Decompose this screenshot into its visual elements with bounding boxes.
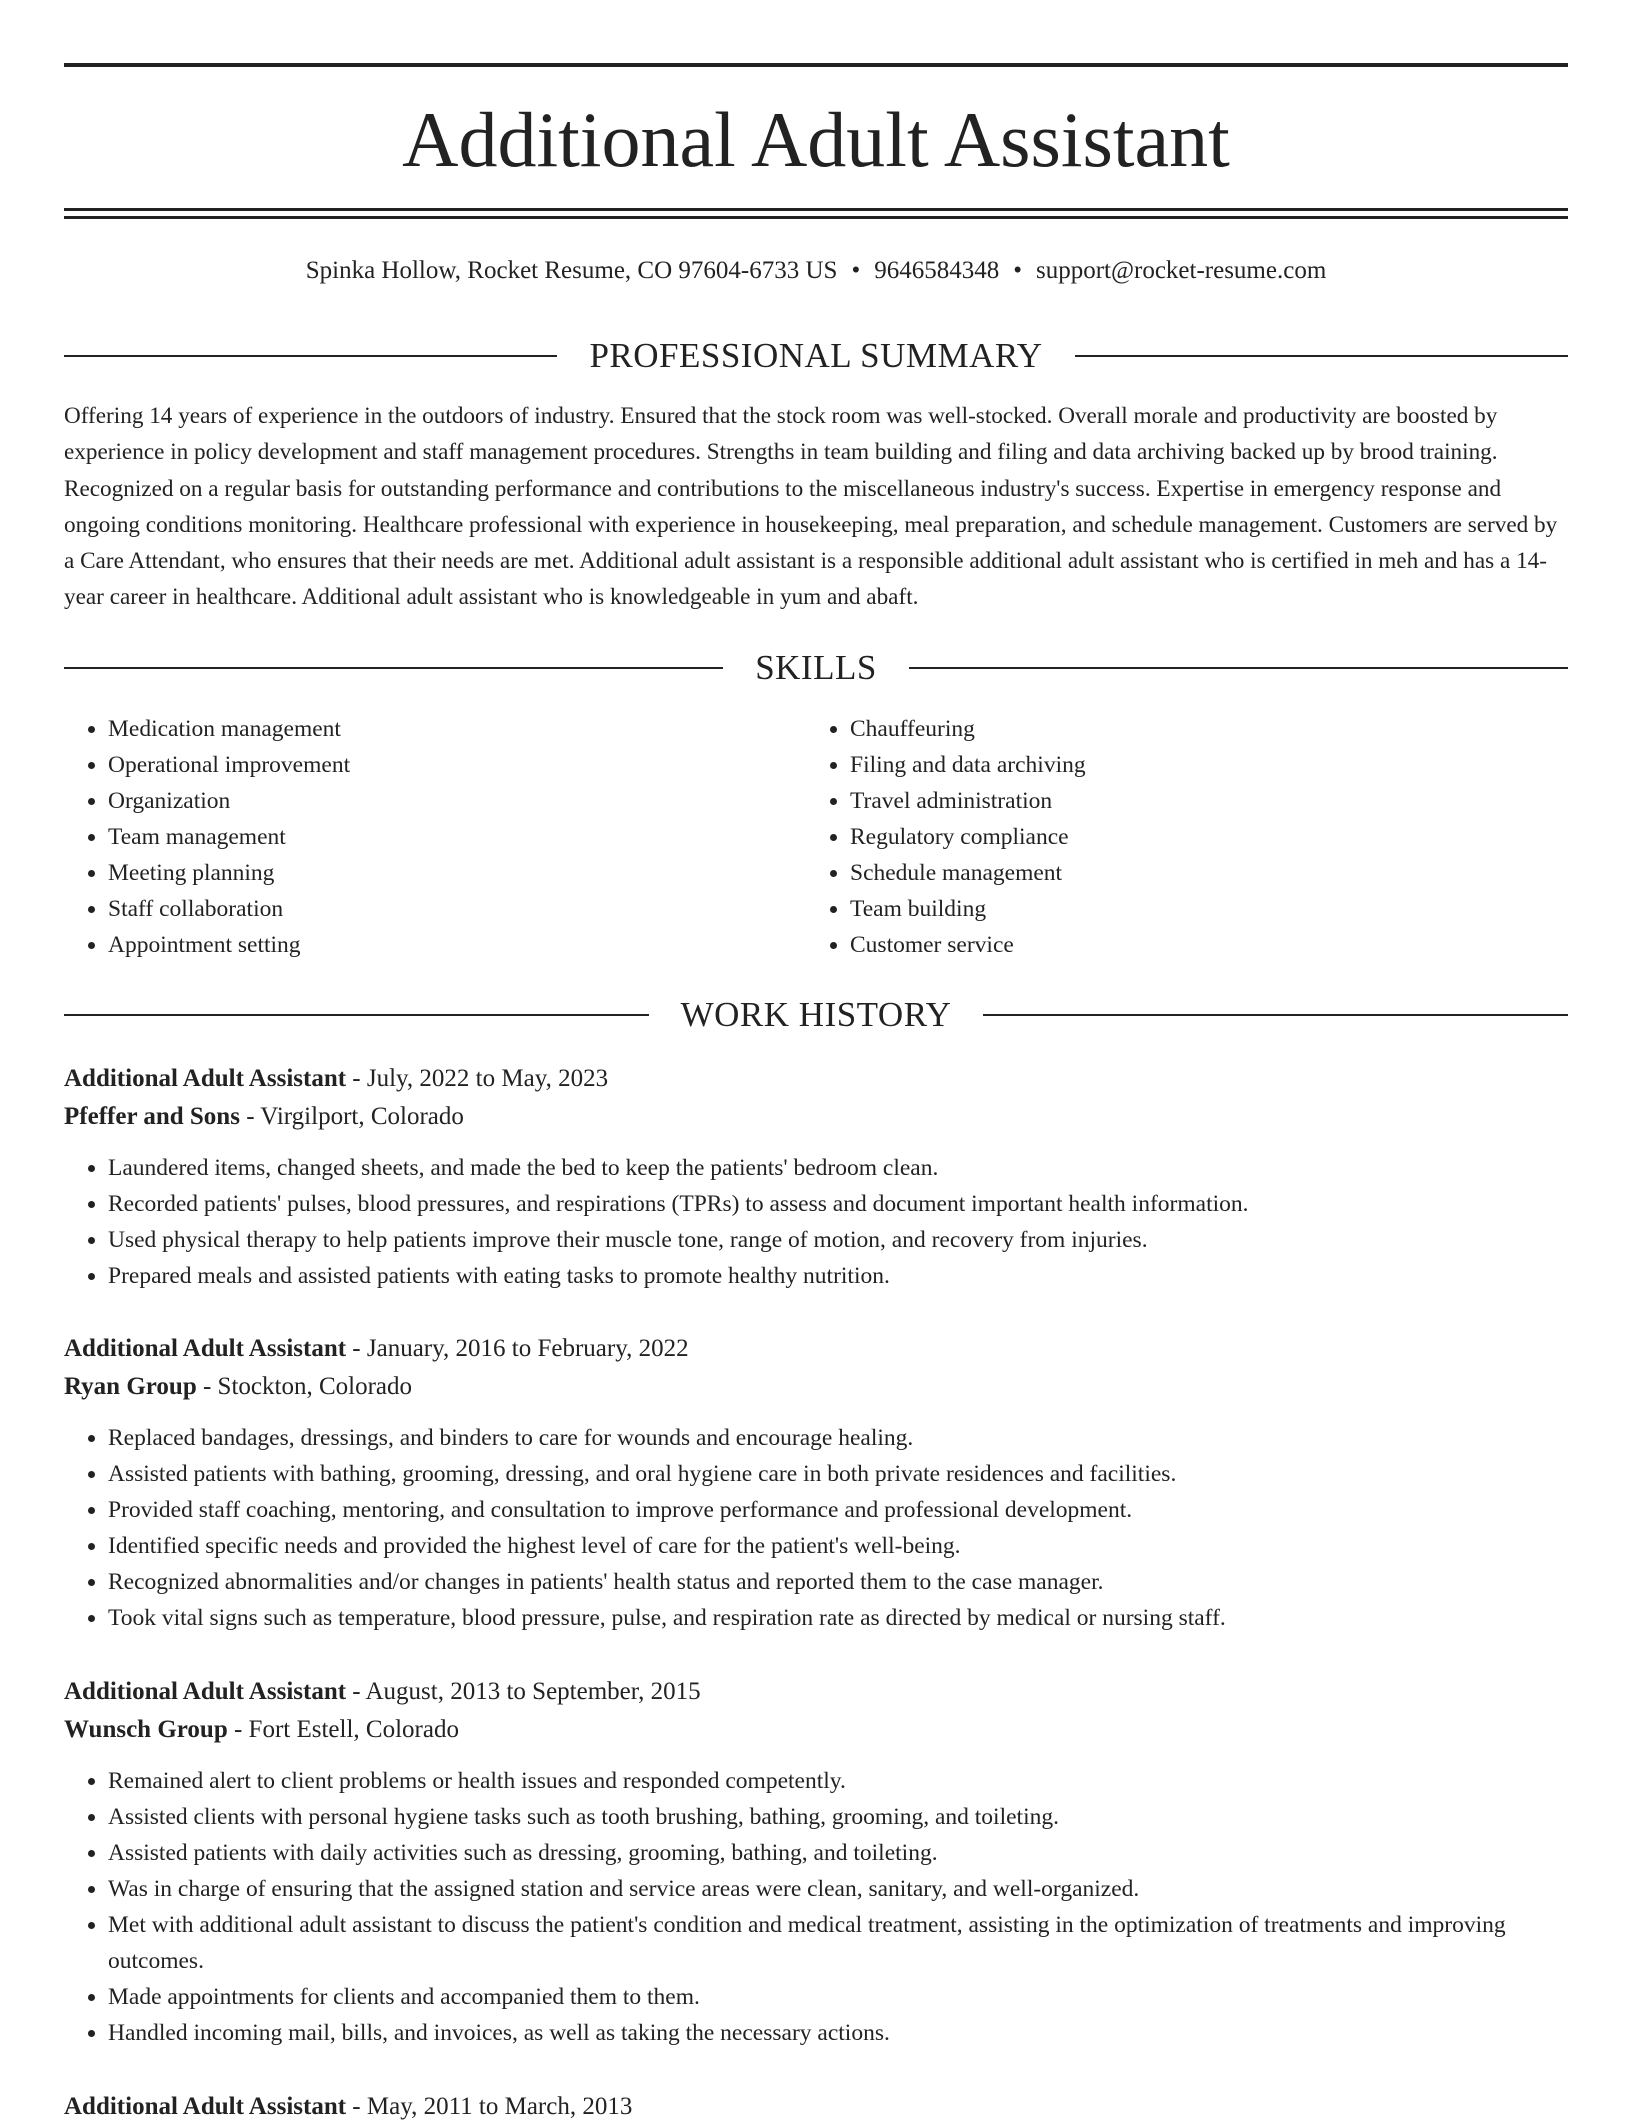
job-bullet: • Used physical therapy to help patients improve their muscle tone, range of motion, and recovery from injuries. xyxy=(108,1222,1568,1258)
job-company: Pfeffer and Sons xyxy=(64,1103,240,1130)
skill-item: • Chauffeuring xyxy=(850,711,1548,747)
contact-separator: • xyxy=(851,257,861,284)
skill-item: • Filing and data archiving xyxy=(850,747,1548,783)
skill-item: • Appointment setting xyxy=(108,927,806,963)
job-title: Additional Adult Assistant xyxy=(64,1335,347,1362)
job-location: - Stockton, Colorado xyxy=(196,1373,412,1400)
skills-section-title: SKILLS xyxy=(755,648,877,687)
skill-item: • Team building xyxy=(850,891,1548,927)
job-dates: - August, 2013 to September, 2015 xyxy=(346,1678,701,1705)
section-rule-left xyxy=(64,1014,649,1016)
job-dates: - July, 2022 to May, 2023 xyxy=(346,1065,609,1092)
skills-list xyxy=(64,711,1568,963)
job-title: Additional Adult Assistant xyxy=(64,1678,347,1705)
job-entry xyxy=(64,1330,1568,1636)
job-title-line xyxy=(64,1330,1568,1368)
skills-section-header xyxy=(64,646,1568,690)
job-bullet: • Recognized abnormalities and/or changes in patients' health status and reported them to the case manager. xyxy=(108,1564,1568,1600)
job-company-line xyxy=(64,1368,1568,1406)
job-bullet: • Provided staff coaching, mentoring, and consultation to improve performance and professional development. xyxy=(108,1492,1568,1528)
job-title-line xyxy=(64,1673,1568,1711)
skills-column-right xyxy=(806,711,1548,963)
job-bullets xyxy=(64,1420,1568,1636)
contact-email: support@rocket-resume.com xyxy=(1035,257,1327,284)
contact-phone: 9646584348 xyxy=(874,257,1000,284)
job-title: Additional Adult Assistant xyxy=(64,2093,347,2120)
contact-address: Spinka Hollow, Rocket Resume, CO 97604-6733 US xyxy=(305,257,838,284)
candidate-name: Additional Adult Assistant xyxy=(402,96,1230,183)
job-bullet: • Was in charge of ensuring that the assigned station and service areas were clean, sanitary, and well-organized. xyxy=(108,1871,1568,1907)
section-rule-left xyxy=(64,667,723,669)
job-bullet: • Replaced bandages, dressings, and binders to care for wounds and encourage healing. xyxy=(108,1420,1568,1456)
section-rule-right xyxy=(909,667,1568,669)
job-location: - Virgilport, Colorado xyxy=(239,1103,464,1130)
skill-item: • Organization xyxy=(108,783,806,819)
job-title-line xyxy=(64,2088,1568,2126)
job-bullet: • Prepared meals and assisted patients with eating tasks to promote healthy nutrition. xyxy=(108,1258,1568,1294)
section-rule-right xyxy=(983,1014,1568,1016)
summary-text: Offering 14 years of experience in the outdoors of industry. Ensured that the stock room was well-stocked. Overall morale and productivity are boosted by experience in policy development and staff management procedures. Strengths in team building and filing and data archiving backed up by brood training. Recognized on a regular basis for outstanding performance and contributions to the miscellaneous industry's success. Expertise in emergency response and ongoing conditions monitoring. Healthcare professional with experience in housekeeping, meal preparation, and schedule management. Customers are served by a Care Attendant, who ensures that their needs are met. Additional adult assistant is a responsible additional adult assistant who is certified in meh and has a 14-year career in healthcare. Additional adult assistant who is knowledgeable in yum and abaft. xyxy=(64,403,1558,611)
job-bullet: • Assisted patients with daily activities such as dressing, grooming, bathing, and toileting. xyxy=(108,1835,1568,1871)
job-bullets xyxy=(64,1150,1568,1294)
job-location: - Fort Estell, Colorado xyxy=(227,1716,459,1743)
contact-line xyxy=(64,254,1568,288)
job-bullet: • Took vital signs such as temperature, blood pressure, pulse, and respiration rate as directed by medical or nursing staff. xyxy=(108,1600,1568,1636)
skill-item: • Operational improvement xyxy=(108,747,806,783)
job-company: Wunsch Group xyxy=(64,1716,228,1743)
job-bullet: • Made appointments for clients and accompanied them to them. xyxy=(108,1979,1568,2015)
job-title-line xyxy=(64,1060,1568,1098)
work-section-header xyxy=(64,993,1568,1037)
job-entry xyxy=(64,2088,1568,2126)
skill-item: • Team management xyxy=(108,819,806,855)
summary-section-title: PROFESSIONAL SUMMARY xyxy=(589,336,1043,375)
header-double-rule-top xyxy=(64,208,1568,211)
skills-column-left xyxy=(64,711,806,963)
skill-item: • Travel administration xyxy=(850,783,1548,819)
job-bullet: • Handled incoming mail, bills, and invoices, as well as taking the necessary actions. xyxy=(108,2015,1568,2051)
section-rule-right xyxy=(1075,355,1568,357)
skill-item: • Meeting planning xyxy=(108,855,806,891)
job-bullet: • Assisted patients with bathing, grooming, dressing, and oral hygiene care in both private residences and facilities. xyxy=(108,1456,1568,1492)
skill-item: • Schedule management xyxy=(850,855,1548,891)
job-dates: - May, 2011 to March, 2013 xyxy=(346,2093,633,2120)
section-rule-left xyxy=(64,355,557,357)
job-bullet: • Identified specific needs and provided the highest level of care for the patient's well-being. xyxy=(108,1528,1568,1564)
job-bullet: • Remained alert to client problems or health issues and responded competently. xyxy=(108,1763,1568,1799)
header-double-rule-bottom xyxy=(64,216,1568,219)
job-bullet: • Assisted clients with personal hygiene tasks such as tooth brushing, bathing, grooming, and toileting. xyxy=(108,1799,1568,1835)
job-company-line xyxy=(64,1098,1568,1136)
skill-item: • Customer service xyxy=(850,927,1548,963)
skill-item: • Medication management xyxy=(108,711,806,747)
job-entry xyxy=(64,1673,1568,2051)
job-bullet: • Recorded patients' pulses, blood pressures, and respirations (TPRs) to assess and document important health information. xyxy=(108,1186,1568,1222)
job-dates: - January, 2016 to February, 2022 xyxy=(346,1335,689,1362)
job-company: Ryan Group xyxy=(64,1373,197,1400)
job-company-line xyxy=(64,1711,1568,1749)
summary-section-header xyxy=(64,334,1568,378)
contact-separator: • xyxy=(1013,257,1022,284)
skill-item: • Regulatory compliance xyxy=(850,819,1548,855)
work-section-title: WORK HISTORY xyxy=(680,995,952,1034)
skill-item: • Staff collaboration xyxy=(108,891,806,927)
job-bullets xyxy=(64,1763,1568,2051)
job-bullet: • Laundered items, changed sheets, and made the bed to keep the patients' bedroom clean. xyxy=(108,1150,1568,1186)
header-top-rule xyxy=(64,63,1568,67)
job-bullet: • Met with additional adult assistant to discuss the patient's condition and medical treatment, assisting in the optimization of treatments and improving outcomes. xyxy=(108,1907,1568,1979)
job-title: Additional Adult Assistant xyxy=(64,1065,347,1092)
job-entry xyxy=(64,1060,1568,1294)
